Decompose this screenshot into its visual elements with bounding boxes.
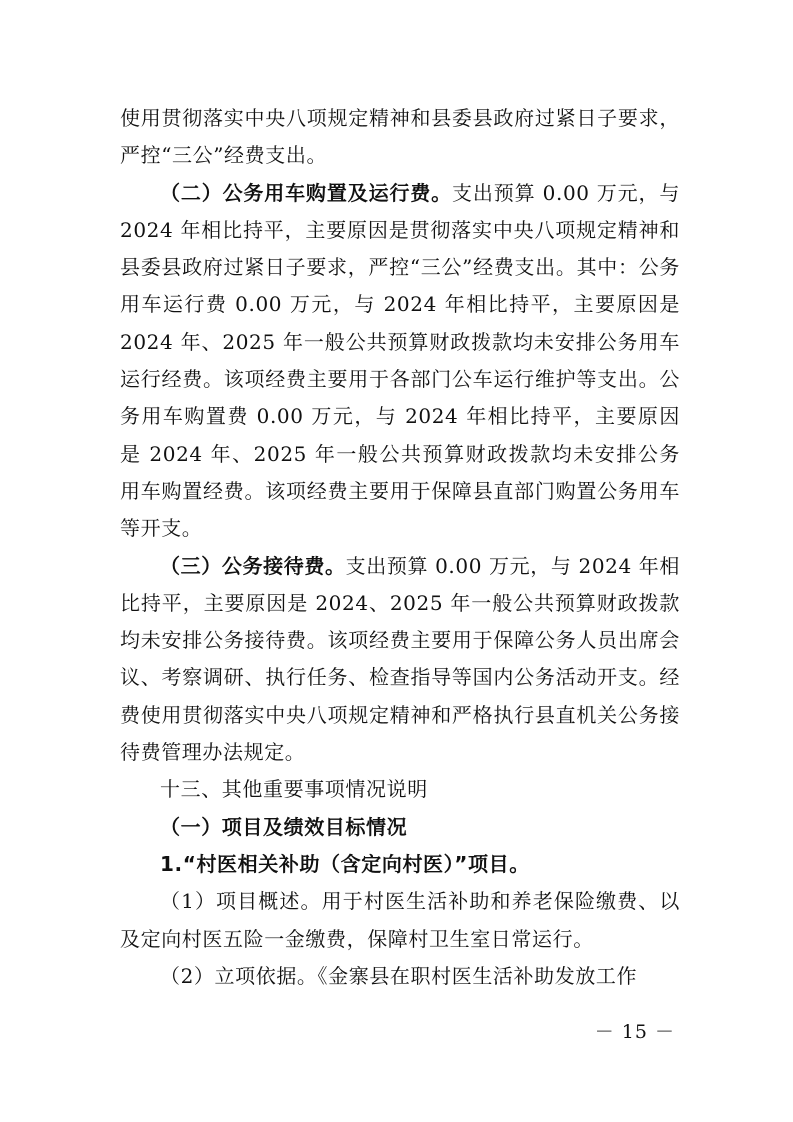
document-body <box>120 100 680 995</box>
paragraph-lead-vehicle: （二）公务用车购置及运行费。 <box>160 180 453 205</box>
paragraph-body-reception: 支出预算 0.00 万元，与 2024 年相比持平，主要原因是 2024、2025 年一般公共预算财政拨款均未安排公务接待费。该项经费主要用于保障公务人员出席会议、考察调研、执行任务、检查指导等国内公务活动开支。经费使用贯彻落实中央八项规定精神和严格执行县直机关公务接待费管理办法规定。 <box>120 553 680 765</box>
item-paragraph-basis: （2）立项依据。《金寨县在职村医生活补助发放工作 <box>160 963 638 988</box>
paragraph-reception-expenses <box>120 548 680 772</box>
sub-heading: （一）项目及绩效目标情况 <box>160 814 408 839</box>
page-number: － 15 － <box>594 1021 675 1043</box>
paragraph-body-vehicle: 支出预算 0.00 万元，与 2024 年相比持平，主要原因是贯彻落实中央八项规定精神和县委县政府过紧日子要求，严控“三公”经费支出。其中：公务用车运行费 0.00 万元，与 2024 年相比持平，主要原因是 2024 年、2025 年一般公共预算财政拨款均未安排公务用车运行经费。该项经费主要用于各部门公车运行维护等支出。公务用车购置费 0.00 万元，与 2024 年相比持平，主要原因是 2024 年、2025 年一般公共预算财政拨款均未安排公务用车购置经费。该项经费主要用于保障县直部门购置公务用车等开支。 <box>120 180 680 541</box>
paragraph-lead-reception: （三）公务接待费。 <box>160 553 346 578</box>
item-heading: 1.“村医相关补助（含定向村医）”项目。 <box>160 851 530 876</box>
paragraph-continuation: 使用贯彻落实中央八项规定精神和县委县政府过紧日子要求，严控“三公”经费支出。 <box>120 106 680 168</box>
paragraph-vehicle-expenses <box>120 175 680 548</box>
item-paragraph-overview: （1）项目概述。用于村医生活补助和养老保险缴费、以及定向村医五险一金缴费，保障村卫生室日常运行。 <box>120 889 680 951</box>
section-heading: 十三、其他重要事项情况说明 <box>160 777 428 802</box>
